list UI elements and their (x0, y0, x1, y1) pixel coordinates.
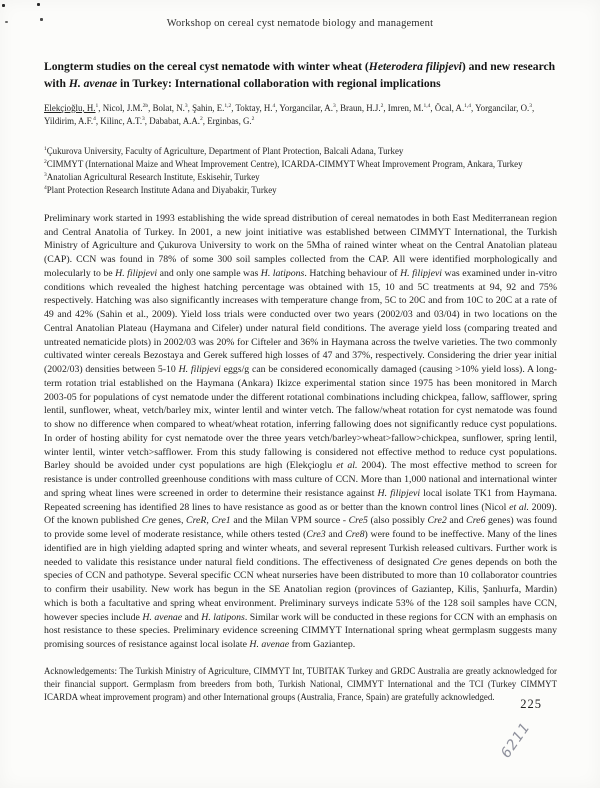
page-number: 225 (520, 697, 542, 711)
affiliation-3: $^3$Anatolian Agricultural Research Institute, Eskisehir, Turkey (44, 171, 260, 182)
handwritten-annotation: 6211 (498, 719, 534, 762)
scan-speck (37, 3, 40, 6)
affiliation-list (44, 145, 557, 197)
running-header: Workshop on cereal cyst nematode biology and management (166, 18, 434, 29)
acknowledgements-text: Acknowledgements: The Turkish Ministry of Agriculture, CIMMYT Int, TUBITAK Turkey and GRDC Australia are greatly acknowledged for their financial support. Germplasm from breeders from both, Turkish National, CIMMYT International and the TCI (Turkey CIMMYT ICARDA wheat improvement program) and other International groups (Australia, France, Spain) are gratefully acknowledged. (44, 665, 557, 702)
scan-speck (2, 4, 5, 7)
paper-title: Longterm studies on the cereal cyst nematode with winter wheat (Heterodera filipjevi) and new research with H. avenae in Turkey: International collaboration with regional implications (44, 60, 556, 91)
abstract-text: Preliminary work started in 1993 establishing the wide spread distribution of cereal nematodes in both East Mediterranean region and Central Anatolia of Turkey. In 2001, a new joint initiative was established between CIMMYT International, the Turkish Ministry of Agriculture and Çukurova University to work on the 5Mha of rained winter wheat on the Central Anatolian plateau (CAP). CCN was found in 78% of some 300 soil samples collected from the CAP. All were identified morphologically and molecularly to be H. filipjevi and only one sample was H. latipons. Hatching behaviour of H. filipjevi was examined under in-vitro conditions which revealed the highest hatching percentage was obtained with 15, 10 and 5C treatments at 94, 92 and 75% respectively. Hatching was also significantly increases with temperature change from, 5C to 20C and from 10C to 20C at a rate of 49 and 42% (Sahin et al., 2009). Yield loss trials were conducted over two years (2002/03 and 03/04) in two locations on the Central Anatolian Plateau (Haymana and Cifeler) under natural field conditions. The average yield loss (comparing treated and untreated nematicide plots) in 2002/03 was 20% for Cifteler and 36% in Haymana across the twelve varieties. The two commonly cultivated winter cereals Bezostaya and Gerek suffered high losses of 47 and 37%, respectively. Considering the drier year initial (2002/03) densities between 5-10 H. filipjevi eggs/g can be considered economically damaged (causing >10% yield loss). A long-term rotation trial established on the Haymana (Ankara) Ikizce experimental station since 1975 has been monitored in March 2003-05 for populations of cyst nematode under the different rotational combinations including chickpea, fallow, safflower, spring lentil, sunflower, wheat, vetch/barley mix, winter lentil and winter vetch. The fallow/wheat rotation for cyst nematode was found to show no difference when compared to wheat/wheat rotation, inferring fallowing does not significantly reduce cyst populations. In order of hosting ability for cyst nematode over the three years vetch/barley>wheat>fallow>chickpea, sunflower, spring lentil, winter lentil, winter vetch>safflower. From this study fallowing is considered not effective method to reduce cyst populations. Barley should be avoided under cyst populations are high (Elekçioglu et al. 2004). The most effective method to screen for resistance is under controlled greenhouse conditions with mass culture of CCN. More than 1,000 national and international winter and spring wheat lines were screened in order to determine their resistance against H. filipjevi local isolate TK1 from Haymana. Repeated screening has identified 28 lines to have resistance as good as or better than the known control lines (Nicol et al. 2009). Of the known published Cre genes, CreR, Cre1 and the Milan VPM source - Cre5 (also possibly Cre2 and Cre6 genes) was found to provide some level of moderate resistance, while others tested (Cre3 and Cre8) were found to be ineffective. Many of the lines identified are in high yielding adapted spring and winter wheats, and several represent Turkish released cultivars. Further work is needed to validate this resistance under natural field conditions. The effectiveness of designated Cre genes depends on both the species of CCN and pathotype. Several specific CCN wheat nurseries have been distributed to more than 10 collaborator countries to confirm their usability. New work has begun in the SE Anatolian region (provinces of Gaziantep, Kilis, Şanlıurfa, Mardin) which is both a facultative and spring wheat environment. Preliminary surveys indicate 53% of the 128 soil samples have CCN, however species include H. avenae and H. latipons. Similar work will be conducted in these regions for CCN with an emphasis on host resistance to these species. Preliminary evidence screening CIMMYT International spring wheat germplasm suggests many promising sources of resistance against local isolate H. avenae from Gaziantep. (44, 212, 558, 651)
page-content (44, 58, 557, 704)
affiliation-4: $^4$Plant Protection Research Institute Adana and Diyabakir, Turkey (44, 184, 277, 195)
affiliation-1: $^1$Çukurova University, Faculty of Agriculture, Department of Plant Protection, Balcali Adana, Turkey (44, 145, 404, 156)
affiliation-2: $^2$CIMMYT (International Maize and Wheat Improvement Centre), ICARDA-CIMMYT Wheat Improvement Program, Ankara, Turkey (44, 158, 523, 169)
author-list: Elekçioğlu, H.$^1$, Nicol, J.M.$^{2b}$, Bolat, N.$^3$, Şahin, E.$^{1,2}$, Toktay, H.$^4$, Yorgancilar, A.$^3$, Braun, H.J.$^2$, Imren, M.$^{1,4}$, Öcal, A.$^{1,4}$, Yorgancilar, O.$^3$, Yildirim, A.F.$^4$, Kilinc, A.T.$^3$, Dababat, A.A.$^2$, Erginbas, G.$^2$ (44, 102, 535, 127)
